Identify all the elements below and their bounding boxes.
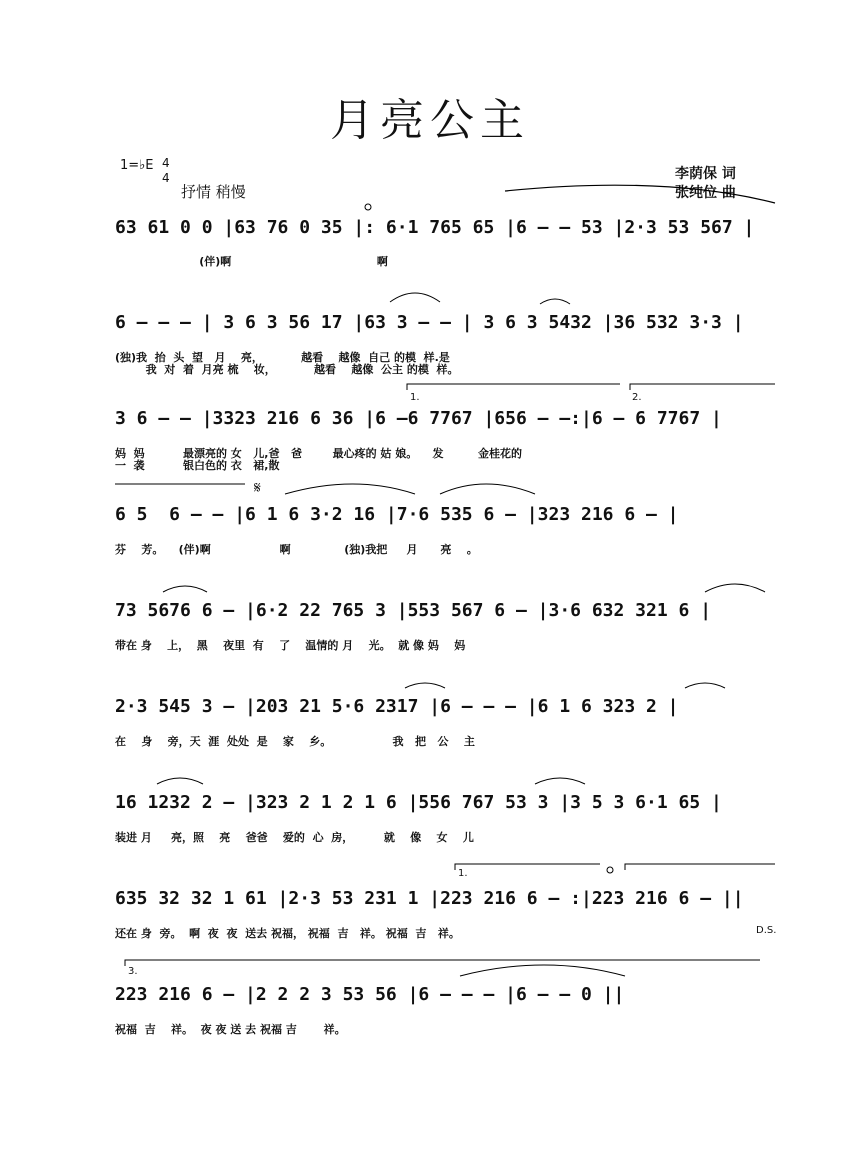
notation-notes: 635 32 32 1 61 |2·3 53 231 1 |223 216 6 – :|223 216 6 – || [115, 888, 744, 909]
phrase-slurs [115, 500, 775, 530]
slur [535, 778, 585, 784]
slur [157, 778, 203, 784]
volta-2 [630, 384, 775, 390]
tempo-marking: 抒情 稍慢 [181, 183, 246, 201]
lyrics-row-8: 还在 身 旁。 啊 夜 夜 送去 祝福， 祝福 吉 祥。 祝福 吉 祥。 [115, 927, 460, 940]
notation-notes: 223 216 6 – |2 2 2 3 53 56 |6 – – – |6 – – 0 || [115, 984, 625, 1005]
meter-bottom: 4 [162, 171, 170, 185]
phrase-slurs [115, 788, 775, 818]
slur [390, 293, 440, 302]
volta-1 [407, 384, 620, 390]
lyricist-credit: 李荫保 词 [675, 166, 736, 182]
slur [540, 299, 570, 304]
notation-notes: 6 5 6 – – |6 1 6 3·2 16 |7·6 535 6 – |323 216 6 – | [115, 504, 679, 525]
volta-label-1b: 1. [458, 868, 468, 879]
notation-row-3 [115, 404, 775, 434]
notation-row-5 [115, 596, 775, 626]
notation-row-1 [115, 213, 775, 243]
notation-notes: 6 – – – | 3 6 3 56 17 |63 3 – – | 3 6 3 5432 |36 532 3·3 | [115, 312, 744, 333]
segno-sign: 𝄋 [254, 478, 261, 497]
slur [163, 586, 207, 592]
lyrics-row-2a: (独)我 抬 头 望 月 亮， 越看 越像 自己 的模 样.是 [115, 351, 450, 364]
volta-brackets [115, 404, 775, 434]
volta-brackets [115, 884, 775, 914]
lyrics-row-1: (伴)啊 啊 [115, 255, 388, 268]
notation-row-7 [115, 788, 775, 818]
segno-ring [365, 204, 371, 210]
lyrics-row-9: 祝福 吉 祥。 夜 夜 送 去 祝福 吉 祥。 [115, 1023, 346, 1036]
volta-1 [455, 864, 600, 870]
song-title: 月亮公主 [330, 95, 530, 146]
notation-notes: 63 61 0 0 |63 76 0 35 |: 6·1 765 65 |6 – – 53 |2·3 53 567 | [115, 217, 755, 238]
lyrics-row-3b: 一 袭 银白色的 衣 裙,散 [115, 459, 280, 472]
phrase-slurs [115, 692, 775, 722]
meter-top: 4 [162, 156, 170, 170]
notation-notes: 73 5676 6 – |6·2 22 765 3 |553 567 6 – |3·6 632 321 6 | [115, 600, 712, 621]
slur [285, 484, 415, 494]
phrase-slurs [115, 596, 775, 626]
notation-row-2 [115, 308, 775, 338]
phrase-slurs [115, 980, 775, 1010]
notation-row-8 [115, 884, 775, 914]
notation-row-4 [115, 500, 775, 530]
volta-label-1: 1. [410, 392, 420, 403]
lyrics-row-6: 在 身 旁，天 涯 处处 是 家 乡。 我 把 公 主 [115, 735, 475, 748]
volta-line [625, 864, 775, 870]
notation-notes: 3 6 – – |3323 216 6 36 |6 –6 7767 |656 – –:|6 – 6 7767 | [115, 408, 722, 429]
volta-3 [125, 960, 760, 966]
ds-marking: D.S. [756, 925, 777, 936]
phrase-slurs [115, 308, 775, 338]
notation-notes: 2·3 545 3 – |203 21 5·6 2317 |6 – – – |6 1 6 323 2 | [115, 696, 679, 717]
notation-row-9 [115, 980, 775, 1010]
lyrics-row-2b: 我 对 着 月亮 梳 妆， 越看 越像 公主 的模 样。 [115, 363, 459, 376]
slur [405, 683, 445, 688]
lyrics-row-7: 装进 月 亮，照 亮 爸爸 爱的 心 房， 就 像 女 儿 [115, 831, 474, 844]
slur [685, 683, 725, 688]
notation-row-6 [115, 692, 775, 722]
lyrics-row-5: 带在 身 上， 黑 夜里 有 了 温情的 月 光。 就 像 妈 妈 [115, 639, 466, 652]
slur [705, 584, 765, 592]
coda-ring [607, 867, 613, 873]
volta-label-3: 3. [128, 966, 138, 977]
phrase-slurs [115, 213, 775, 243]
key-signature: 1=♭E [120, 158, 154, 173]
volta-label-2: 2. [632, 392, 642, 403]
notation-notes: 16 1232 2 – |323 2 1 2 1 6 |556 767 53 3 |3 5 3 6·1 65 | [115, 792, 722, 813]
lyrics-row-4: 芬 芳。 (伴)啊 啊 (独)我把 月 亮 。 [115, 543, 478, 556]
composer-credit: 张纯位 曲 [675, 185, 736, 201]
slur [460, 965, 625, 976]
lyrics-row-3a: 妈 妈 最漂亮的 女 儿,爸 爸 最心疼的 姑 娘。 发 金桂花的 [115, 447, 523, 460]
slur [440, 484, 535, 494]
